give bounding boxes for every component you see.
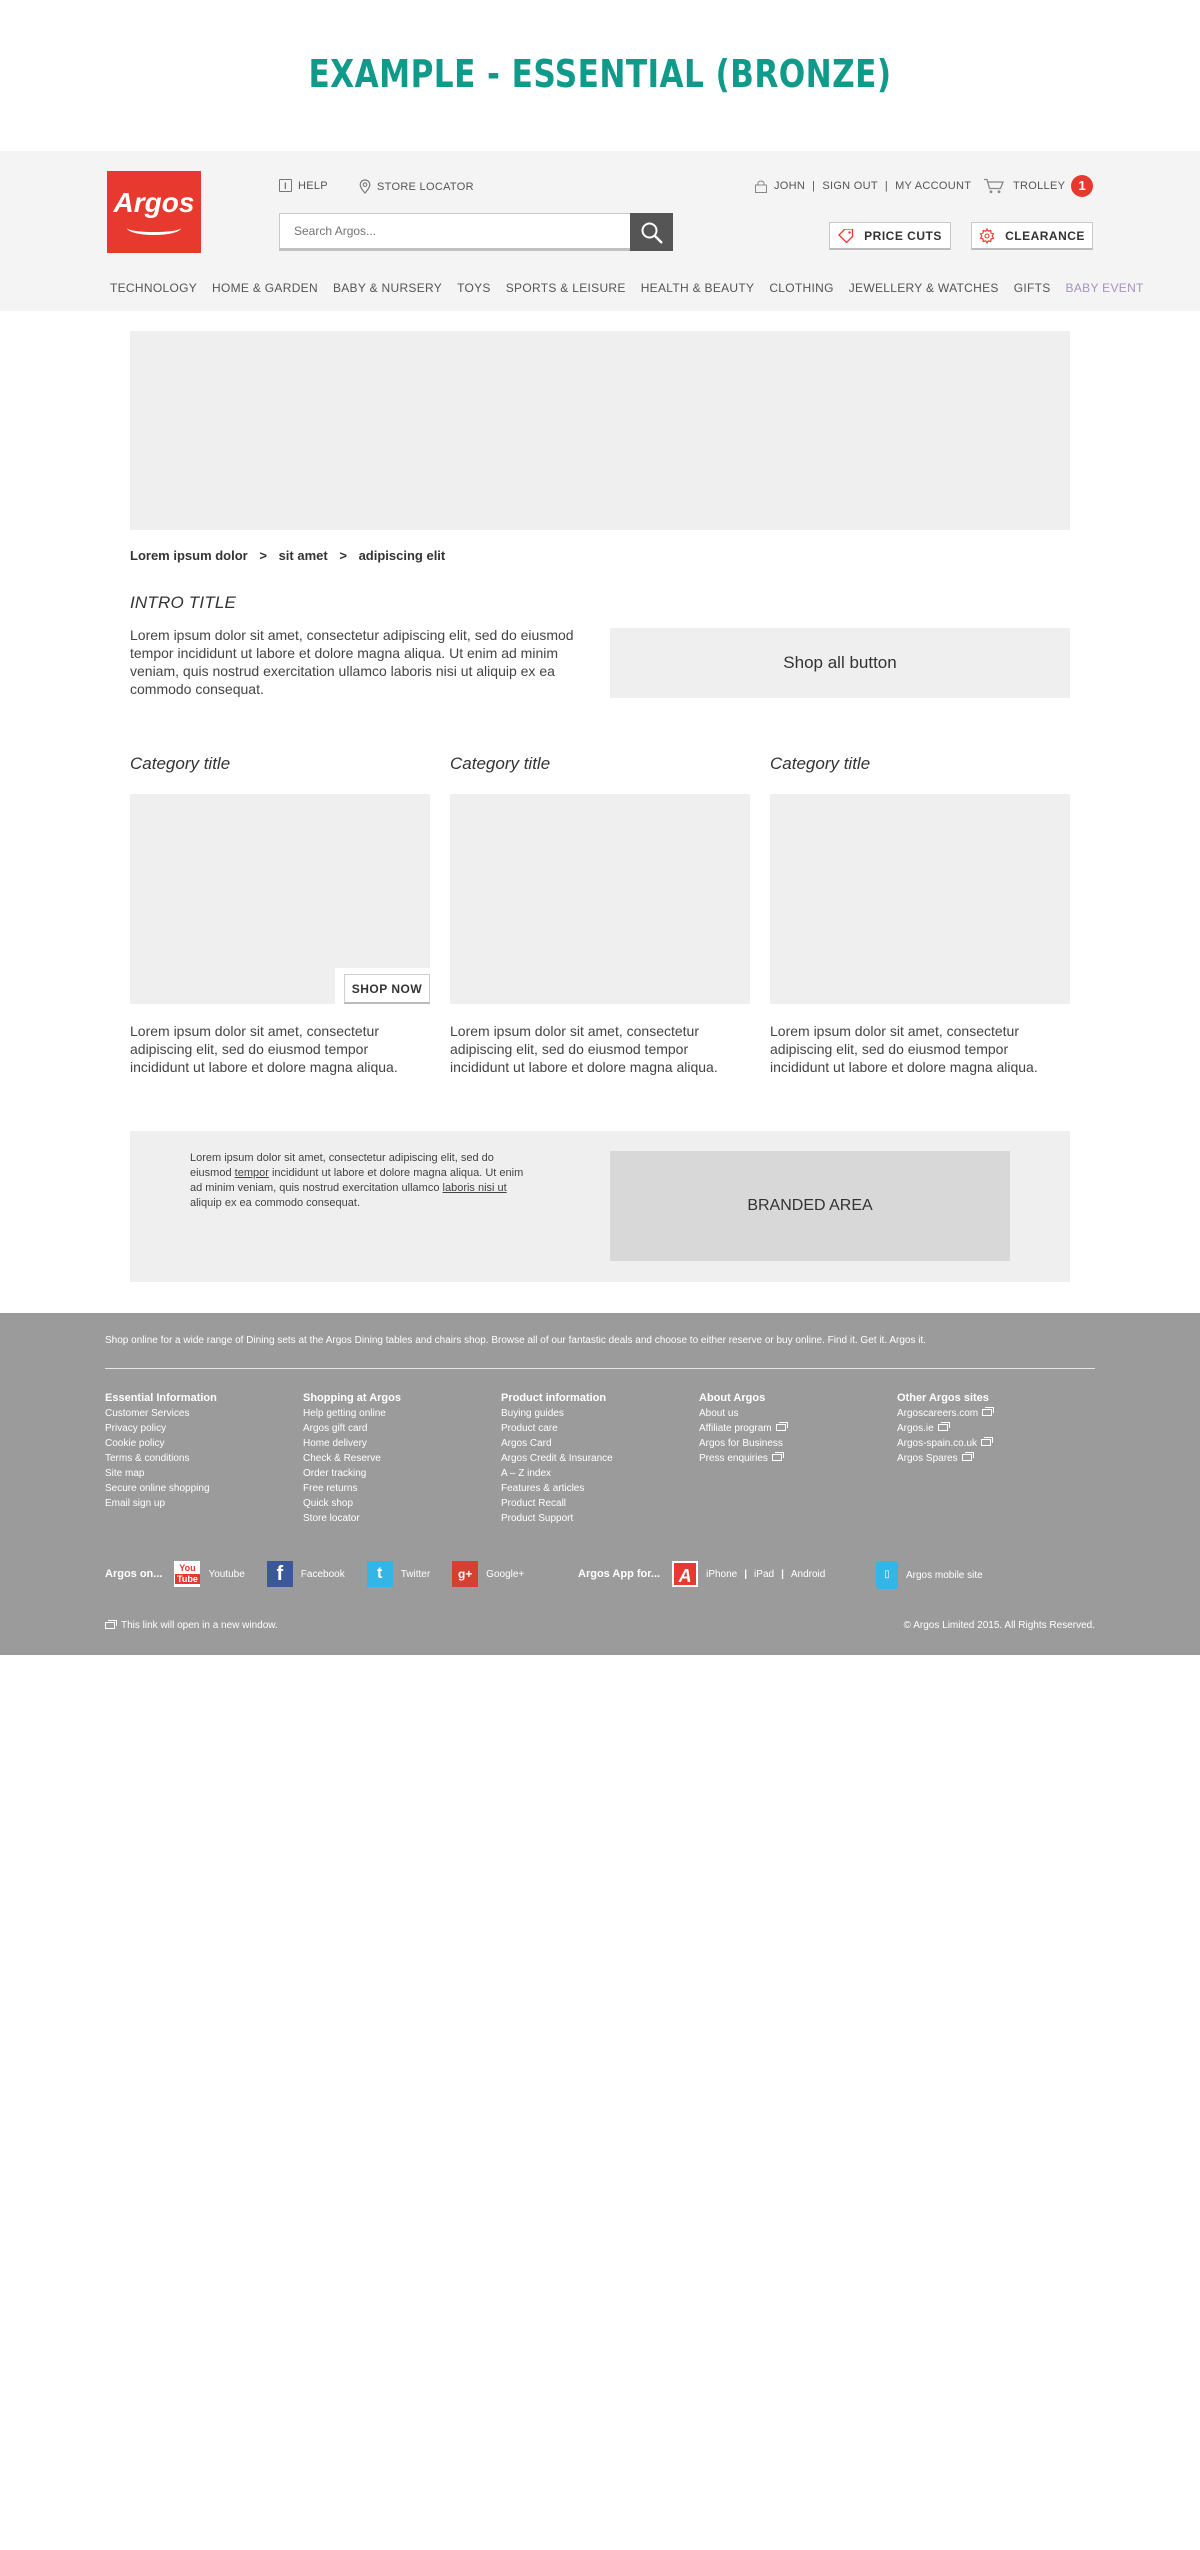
app-link-ipad[interactable]: iPad [754,1568,775,1580]
footer-link[interactable] [897,1451,1087,1466]
branded-text-part: Lorem ipsum dolor sit amet, consectetur adipiscing elit, sed do eiusmod [190,1152,494,1179]
footer-link-label: Press enquiries [699,1453,768,1464]
footer-link[interactable]: Check & Reserve [303,1453,381,1464]
branded-inline-link[interactable]: laboris nisi ut [442,1182,507,1194]
footer-column-other-sites [897,1390,1087,1466]
search-icon [640,221,664,245]
breadcrumb-item[interactable]: sit amet [278,548,328,563]
category-card [130,754,430,1076]
app-links [578,1561,825,1587]
mobile-phone-icon: ▯ [876,1561,898,1589]
footer-link[interactable]: Store locator [303,1513,360,1524]
intro-title: INTRO TITLE [130,593,237,612]
nav-item-technology[interactable]: TECHNOLOGY [110,281,198,295]
social-lead: Argos on... [105,1568,163,1580]
footer-divider [105,1368,1095,1369]
argos-logo[interactable] [107,171,201,253]
location-pin-icon [359,179,371,194]
nav-item-home-garden[interactable]: HOME & GARDEN [212,281,318,295]
footer-link[interactable] [699,1436,889,1451]
footer-link[interactable]: Quick shop [303,1498,354,1509]
account-divider: | [884,180,889,192]
footer-link[interactable]: Privacy policy [105,1423,167,1434]
footer-column-title: Essential Information [105,1392,217,1404]
my-account-link[interactable]: MY ACCOUNT [895,180,972,192]
nav-item-baby-nursery[interactable]: BABY & NURSERY [332,281,443,295]
category-card [770,754,1070,1076]
footer-link[interactable]: A – Z index [501,1468,552,1479]
account-divider: | [812,180,816,192]
hero-banner[interactable] [130,331,1070,530]
logo-swoosh [127,221,181,235]
logo-text: Argos [113,187,195,218]
footer-link-label: Argos.ie [897,1423,934,1434]
youtube-icon: You Tube [174,1561,200,1587]
mobile-site-link[interactable] [876,1561,983,1589]
nav-item-toys[interactable]: TOYS [457,281,491,295]
app-divider: | [781,1568,784,1580]
category-image[interactable] [450,794,750,1004]
store-locator-link[interactable] [359,179,474,194]
nav-item-clothing[interactable]: CLOTHING [769,281,834,295]
account-user[interactable]: JOHN [774,180,806,192]
footer-link[interactable]: Buying guides [501,1408,564,1419]
footer-link[interactable]: Terms & conditions [105,1453,190,1464]
external-link-icon [981,1439,991,1446]
social-label: Facebook [300,1568,345,1580]
shop-now-button[interactable]: SHOP NOW [344,974,430,1004]
intro-text: Lorem ipsum dolor sit amet, consectetur adipiscing elit, sed do eiusmod tempor incididunt ut labore et dolore magna aliqua. Ut enim ad minim veniam, quis nostrud exercitation ullamco laboris nisi ut aliquip ex ea commodo consequat. [130,627,574,697]
footer-link[interactable]: Product Support [501,1513,574,1524]
twitter-icon: t [367,1561,393,1587]
twitter-link[interactable] [367,1561,430,1587]
external-link-icon [982,1409,992,1416]
search-input[interactable] [279,213,631,251]
breadcrumb [130,548,445,563]
footer-link[interactable]: Email sign up [105,1498,166,1509]
category-title: Category title [450,754,551,773]
footer-link[interactable]: Order tracking [303,1468,367,1479]
breadcrumb-separator: > [339,548,347,563]
breadcrumb-item[interactable]: Lorem ipsum dolor [130,548,248,563]
footer-link[interactable] [897,1406,1087,1421]
trolley-count-badge: 1 [1071,175,1093,197]
trolley-label: TROLLEY [1013,180,1066,192]
branded-text [190,1151,530,1211]
mobile-site-label: Argos mobile site [906,1569,983,1581]
facebook-icon: f [267,1561,293,1587]
footer-column-title: Shopping at Argos [303,1392,401,1404]
app-divider: | [744,1568,748,1580]
footer-link[interactable]: Product care [501,1423,558,1434]
branded-section [130,1131,1070,1282]
new-window-note-text: This link will open in a new window. [121,1620,278,1631]
branded-text-part: aliquip ex ea commodo consequat. [190,1197,360,1209]
footer-column-essential [105,1390,295,1511]
clearance-label: CLEARANCE [1005,228,1085,243]
page-title: EXAMPLE - ESSENTIAL (BRONZE) [308,52,892,96]
search-bar [279,213,673,251]
site-header [0,151,1200,311]
footer-link[interactable] [699,1406,889,1421]
category-text: Lorem ipsum dolor sit amet, consectetur adipiscing elit, sed do eiusmod tempor incididunt ut labore et dolore magna aliqua. [770,1023,1038,1075]
info-icon: I [279,179,292,192]
category-text: Lorem ipsum dolor sit amet, consectetur adipiscing elit, sed do eiusmod tempor incididunt ut labore et dolore magna aliqua. [130,1023,398,1075]
branded-inline-link[interactable]: tempor [234,1167,269,1179]
category-card [450,754,750,1076]
footer-link[interactable]: Customer Services [105,1408,190,1419]
account-links [754,179,971,193]
breadcrumb-item[interactable]: adipiscing elit [358,548,446,563]
branded-text-part: incididunt ut labore et dolore magna aliqua. Ut enim ad minim veniam, quis nostrud exercitation ullamco [190,1167,524,1194]
nav-item-health-beauty[interactable]: HEALTH & BEAUTY [640,281,755,295]
site-footer [0,1313,1200,1655]
youtube-link[interactable] [174,1561,244,1587]
social-label: Twitter [400,1568,431,1580]
google-plus-link[interactable] [452,1561,524,1587]
footer-link[interactable]: Help getting online [303,1408,386,1419]
app-lead: Argos App for... [578,1568,661,1580]
footer-column-title: About Argos [699,1392,766,1404]
argos-app-icon: A [672,1561,698,1587]
facebook-link[interactable] [267,1561,345,1587]
footer-column-title: Other Argos sites [897,1392,989,1404]
clearance-button[interactable] [971,222,1093,250]
social-label: Youtube [208,1568,245,1580]
trolley-icon [983,178,1005,194]
footer-link-label: Argos-spain.co.uk [897,1438,978,1449]
search-button[interactable] [630,213,673,251]
footer-link[interactable] [897,1436,1087,1451]
social-links [105,1561,546,1587]
shop-all-button[interactable]: Shop all button [610,628,1070,698]
branded-area[interactable]: BRANDED AREA [610,1151,1010,1261]
nav-item-jewellery-watches[interactable]: JEWELLERY & WATCHES [848,281,999,295]
footer-link-label: About us [699,1408,739,1419]
footer-link[interactable]: Argos Card [501,1438,552,1449]
help-link[interactable] [279,179,328,192]
external-link-icon [938,1424,948,1431]
footer-link[interactable]: Site map [105,1468,145,1479]
app-link-iphone[interactable]: iPhone [706,1568,738,1580]
trolley-link[interactable] [983,175,1093,197]
app-link-android[interactable]: Android [790,1568,826,1580]
category-text: Lorem ipsum dolor sit amet, consectetur adipiscing elit, sed do eiusmod tempor incididunt ut labore et dolore magna aliqua. [450,1023,718,1075]
help-label: HELP [298,179,328,192]
footer-link[interactable]: Home delivery [303,1438,367,1449]
nav-item-gifts[interactable]: GIFTS [1013,281,1051,295]
category-title: Category title [770,754,871,773]
social-label: Google+ [486,1568,525,1580]
nav-item-sports-leisure[interactable]: SPORTS & LEISURE [505,281,626,295]
footer-link[interactable]: Argos Credit & Insurance [501,1453,613,1464]
footer-link[interactable]: Free returns [303,1483,358,1494]
external-link-icon [962,1454,972,1461]
footer-link[interactable]: Features & articles [501,1483,585,1494]
store-locator-label: STORE LOCATOR [377,180,474,193]
clearance-burst-icon [979,228,995,244]
price-tag-icon [838,229,854,243]
nav-item-baby-event[interactable]: BABY EVENT [1065,281,1144,295]
footer-column-about [699,1390,889,1466]
external-link-icon [772,1454,782,1461]
category-image[interactable] [770,794,1070,1004]
footer-link[interactable]: Secure online shopping [105,1483,210,1494]
footer-link[interactable] [897,1421,1087,1436]
new-window-note [105,1620,278,1631]
footer-link-label: Argos for Business [699,1438,783,1449]
footer-link[interactable] [699,1421,889,1436]
breadcrumb-separator: > [259,548,267,563]
external-link-icon [105,1622,115,1629]
shop-now-tab [335,968,430,1004]
footer-link[interactable]: Argos gift card [303,1423,368,1434]
price-cuts-button[interactable] [829,222,951,250]
google-plus-icon: g+ [452,1561,478,1587]
copyright: © Argos Limited 2015. All Rights Reserved. [903,1620,1095,1631]
footer-link[interactable]: Cookie policy [105,1438,165,1449]
footer-link-label: Argos Spares [897,1453,958,1464]
footer-column-shopping [303,1390,493,1526]
category-image[interactable] [130,794,430,1004]
external-link-icon [776,1424,786,1431]
footer-link-label: Argoscareers.com [897,1408,979,1419]
footer-link-label: Affiliate program [699,1423,772,1434]
footer-link[interactable]: Product Recall [501,1498,567,1509]
user-icon [754,179,768,193]
main-nav [110,281,1159,295]
price-cuts-label: PRICE CUTS [864,228,942,243]
footer-link[interactable] [699,1451,889,1466]
footer-intro-text: Shop online for a wide range of Dining sets at the Argos Dining tables and chairs shop. Browse all of our fantastic deals and choose to either reserve or buy online. Find it. Get it. Argos it. [105,1335,927,1346]
footer-column-title: Product information [501,1392,607,1404]
footer-column-product [501,1390,691,1526]
sign-out-link[interactable]: SIGN OUT [822,180,878,192]
category-title: Category title [130,754,231,773]
